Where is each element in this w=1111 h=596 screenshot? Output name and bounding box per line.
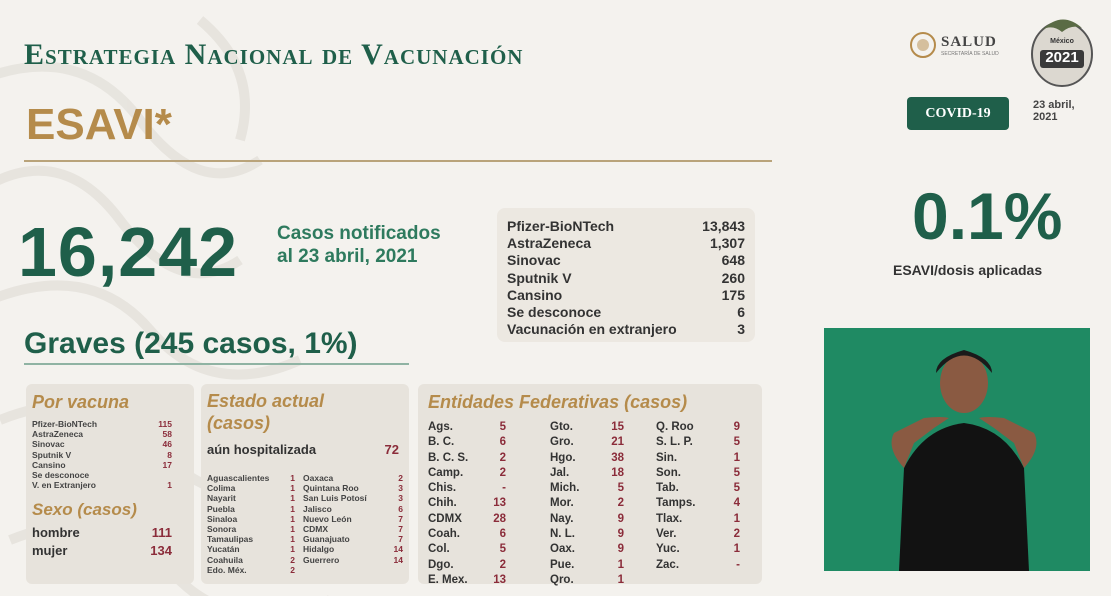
entidad-value: 5	[499, 543, 506, 556]
entidad-value: 28	[493, 512, 506, 525]
entidad-value: -	[736, 558, 740, 571]
entidad-row	[656, 558, 740, 573]
entidad-value: 9	[617, 528, 624, 541]
entidad-value: 38	[611, 451, 624, 464]
por-vacuna-row	[32, 450, 172, 460]
entidad-value: 9	[733, 421, 740, 433]
estado-name: Hidalgo	[303, 544, 335, 555]
estado-name: Puebla	[207, 503, 235, 514]
entidad-name: Ver.	[656, 528, 677, 541]
page-title: Estrategia Nacional de Vacunación	[24, 38, 524, 71]
estado-value: 1	[290, 493, 295, 504]
vaccine-value: 175	[721, 286, 745, 303]
vaccine-value: 648	[721, 252, 745, 269]
entidades-panel	[418, 384, 762, 584]
por-vacuna-row	[32, 439, 172, 449]
estado-value: 14	[393, 554, 403, 565]
por-vacuna-value: 1	[167, 480, 172, 491]
entidad-row	[550, 496, 624, 511]
estado-name: Colima	[207, 483, 236, 494]
entidad-name: Sin.	[656, 451, 678, 464]
entidad-value: 13	[493, 497, 506, 510]
hospitalizada-label: aún hospitalizada	[207, 442, 317, 457]
date-line-2: 2021	[1033, 111, 1058, 123]
entidad-value: -	[502, 482, 506, 495]
por-vacuna-list	[26, 413, 194, 490]
estado-value: 1	[290, 524, 295, 535]
hospitalizada-row	[201, 434, 409, 457]
vaccine-name: Vacunación en extranjero	[507, 321, 677, 338]
entidad-row	[550, 451, 624, 466]
por-vacuna-value: 115	[158, 419, 172, 429]
sexo-list	[26, 520, 194, 560]
estado-name: Tamaulipas	[207, 534, 254, 545]
estado-name: Quintana Roo	[303, 483, 359, 494]
por-vacuna-heading: Por vacuna	[32, 392, 130, 412]
estado-name: Nayarit	[207, 493, 236, 504]
estado-heading-1: Estado actual	[207, 391, 325, 411]
vaccine-row	[497, 252, 755, 269]
entidad-row	[656, 435, 740, 450]
estado-value: 3	[398, 483, 403, 494]
entidad-row	[550, 573, 624, 588]
entidad-value: 21	[611, 436, 624, 449]
por-vacuna-row	[32, 419, 172, 429]
entidad-value: 1	[617, 573, 624, 586]
por-vacuna-name: AstraZeneca	[32, 429, 84, 440]
entidad-value: 2	[499, 451, 506, 464]
date-line-1: 23 abril,	[1033, 99, 1075, 111]
estado-value: 7	[398, 513, 403, 524]
entidad-row	[428, 542, 506, 557]
estado-lists	[201, 457, 409, 575]
estado-name: Guanajuato	[303, 534, 350, 545]
entidad-name: Camp.	[428, 466, 464, 479]
entidad-name: Nay.	[550, 512, 574, 525]
estado-value: 3	[398, 493, 403, 504]
entidad-value: 2	[499, 466, 506, 479]
estado-name: Sonora	[207, 524, 237, 535]
por-vacuna-value: 46	[162, 439, 172, 450]
entidad-name: CDMX	[428, 512, 462, 525]
estado-value: 1	[290, 473, 295, 483]
entidad-value: 5	[733, 482, 740, 495]
sexo-row	[32, 542, 172, 560]
sexo-name: hombre	[32, 525, 80, 541]
entidad-value: 6	[499, 436, 506, 449]
estado-row	[207, 504, 295, 514]
entidad-value: 5	[733, 466, 740, 479]
entidad-name: B. C.	[428, 436, 455, 449]
entidades-col-3	[656, 420, 740, 573]
entidad-row	[550, 542, 624, 557]
entidad-row	[428, 527, 506, 542]
vaccine-row	[497, 235, 755, 252]
vaccine-name: Sinovac	[507, 252, 561, 269]
entidad-row	[550, 527, 624, 542]
entidad-name: Ags.	[428, 421, 453, 433]
covid-badge: COVID-19	[907, 97, 1009, 130]
sexo-name: mujer	[32, 543, 68, 559]
por-vacuna-name: Cansino	[32, 459, 66, 470]
entidad-name: Chih.	[428, 497, 457, 510]
total-cases: 16,242	[18, 213, 239, 291]
por-vacuna-row	[32, 470, 172, 480]
estado-value: 1	[290, 483, 295, 494]
estado-value: 7	[398, 524, 403, 535]
entidad-row	[428, 496, 506, 511]
entidad-row	[550, 512, 624, 527]
estado-row	[303, 514, 403, 524]
vaccine-row	[497, 218, 755, 235]
divider	[24, 160, 772, 162]
entidad-name: Yuc.	[656, 543, 680, 556]
entidad-name: Dgo.	[428, 558, 454, 571]
entidad-row	[656, 542, 740, 557]
vaccine-value: 260	[721, 269, 745, 286]
estado-row	[303, 534, 403, 544]
entidad-row	[428, 558, 506, 573]
hospitalizada-value: 72	[384, 442, 399, 457]
entidad-row	[550, 435, 624, 450]
entidad-row	[428, 481, 506, 496]
entidad-name: Mor.	[550, 497, 574, 510]
entidad-value: 1	[733, 512, 740, 525]
entidad-name: Tamps.	[656, 497, 696, 510]
entidad-name: Zac.	[656, 558, 680, 571]
vaccine-summary-list	[497, 208, 755, 338]
vaccine-value: 13,843	[702, 218, 745, 234]
entidad-row	[550, 420, 624, 435]
entidad-name: Jal.	[550, 466, 570, 479]
graves-title: Graves (245 casos, 1%)	[24, 327, 358, 360]
estado-row	[207, 534, 295, 544]
sexo-value: 111	[151, 525, 172, 541]
estado-value: 1	[290, 513, 295, 524]
estado-row	[207, 544, 295, 554]
entidad-row	[656, 481, 740, 496]
vaccine-row	[497, 321, 755, 338]
entidad-row	[428, 512, 506, 527]
estado-name: Nuevo León	[303, 513, 352, 524]
estado-actual-panel	[201, 384, 409, 584]
entidades-col-2	[550, 420, 624, 588]
vaccine-row	[497, 270, 755, 287]
entidad-row	[656, 451, 740, 466]
entidades-col-1	[428, 420, 506, 588]
vaccine-value: 3	[737, 321, 745, 338]
estado-row	[207, 493, 295, 503]
vaccine-value: 6	[737, 304, 745, 321]
entidad-value: 1	[733, 451, 740, 464]
estado-row	[207, 473, 295, 483]
entidad-name: Tab.	[656, 482, 679, 495]
estado-name: Oaxaca	[303, 473, 334, 483]
estado-name: Yucatán	[207, 544, 240, 555]
total-cases-label-2: al 23 abril, 2021	[277, 246, 418, 267]
entidad-name: S. L. P.	[656, 436, 693, 449]
entidad-name: Son.	[656, 466, 681, 479]
estado-heading-2: (casos)	[207, 413, 271, 433]
estado-row	[207, 524, 295, 534]
entidad-name: B. C. S.	[428, 451, 469, 464]
entidad-name: Col.	[428, 543, 450, 556]
estado-value: 1	[290, 544, 295, 555]
entidad-row	[656, 527, 740, 542]
entidad-row	[428, 573, 506, 588]
entidad-name: Tlax.	[656, 512, 683, 525]
por-vacuna-name: Sinovac	[32, 439, 65, 450]
entidad-value: 6	[499, 528, 506, 541]
total-cases-label-1: Casos notificados	[277, 223, 441, 244]
total-cases-label	[277, 222, 441, 268]
entidad-row	[428, 420, 506, 435]
entidad-name: Q. Roo	[656, 421, 694, 433]
entidad-value: 2	[499, 558, 506, 571]
vaccine-row	[497, 304, 755, 321]
entidad-value: 15	[611, 421, 624, 433]
sexo-heading: Sexo (casos)	[32, 500, 137, 520]
estado-heading	[201, 384, 409, 434]
entidad-row	[656, 466, 740, 481]
sexo-row	[32, 524, 172, 542]
estado-row	[207, 555, 295, 565]
vaccine-name: Pfizer-BioNTech	[507, 218, 615, 234]
entidad-value: 4	[733, 497, 740, 510]
estado-name: San Luis Potosí	[303, 493, 367, 504]
entidad-name: E. Mex.	[428, 573, 468, 586]
entidad-name: Hgo.	[550, 451, 576, 464]
entidad-row	[550, 466, 624, 481]
entidad-row	[428, 466, 506, 481]
estado-name: CDMX	[303, 524, 329, 535]
seal-year: 2021	[1045, 49, 1079, 66]
entidad-row	[656, 420, 740, 435]
salud-logo	[910, 32, 999, 58]
estado-row	[303, 483, 403, 493]
estado-name: Guerrero	[303, 554, 340, 565]
estado-list-right	[303, 473, 403, 575]
graves-divider	[24, 363, 409, 365]
vaccine-summary-box	[497, 208, 755, 342]
entidad-row	[550, 481, 624, 496]
seal-text: México	[1050, 38, 1074, 45]
estado-row	[207, 565, 295, 575]
entidad-value: 9	[617, 543, 624, 556]
entidad-name: Pue.	[550, 558, 575, 571]
estado-list-left	[207, 473, 295, 575]
entidad-value: 5	[733, 436, 740, 449]
entidad-value: 2	[733, 528, 740, 541]
estado-row	[303, 493, 403, 503]
estado-row	[303, 524, 403, 534]
entidades-heading: Entidades Federativas (casos)	[428, 392, 688, 412]
esavi-percent: 0.1%	[912, 179, 1063, 253]
por-vacuna-row	[32, 460, 172, 470]
section-title: ESAVI*	[26, 100, 172, 149]
estado-row	[303, 504, 403, 514]
estado-value: 7	[398, 534, 403, 545]
vaccine-name: Se desconoce	[507, 304, 602, 321]
estado-name: Aguascalientes	[207, 473, 270, 483]
date-label	[1033, 99, 1075, 123]
estado-name: Edo. Méx.	[207, 564, 247, 575]
por-vacuna-row	[32, 429, 172, 439]
interpreter-figure-icon	[824, 328, 1090, 571]
entidad-value: 2	[617, 497, 624, 510]
estado-value: 6	[398, 503, 403, 514]
entidad-value: 5	[499, 421, 506, 433]
entidad-name: Chis.	[428, 482, 457, 495]
esavi-percent-label: ESAVI/dosis aplicadas	[893, 262, 1043, 278]
entidad-name: Gto.	[550, 421, 573, 433]
por-vacuna-name: Pfizer-BioNTech	[32, 419, 98, 429]
por-vacuna-value: 17	[162, 459, 172, 470]
entidad-value: 1	[617, 558, 624, 571]
estado-row	[303, 555, 403, 565]
entidad-value: 5	[617, 482, 624, 495]
sexo-value: 134	[150, 543, 172, 559]
estado-value: 2	[398, 473, 403, 483]
por-vacuna-value: 8	[167, 449, 172, 460]
por-vacuna-panel	[26, 384, 194, 584]
estado-value: 2	[290, 564, 295, 575]
estado-value: 2	[290, 554, 295, 565]
sign-language-interpreter-video	[824, 328, 1090, 571]
por-vacuna-name: Sputnik V	[32, 449, 72, 460]
entidad-value: 1	[733, 543, 740, 556]
entidad-value: 18	[611, 466, 624, 479]
entidad-row	[550, 558, 624, 573]
salud-logo-subtext: SECRETARÍA DE SALUD	[941, 50, 999, 57]
estado-name: Coahuila	[207, 554, 243, 565]
entidad-name: Gro.	[550, 436, 574, 449]
estado-value: 1	[290, 503, 295, 514]
entidad-row	[656, 512, 740, 527]
por-vacuna-row	[32, 480, 172, 490]
vaccine-row	[497, 287, 755, 304]
entidad-name: Oax.	[550, 543, 575, 556]
entidad-name: Mich.	[550, 482, 580, 495]
estado-value: 1	[290, 534, 295, 545]
por-vacuna-value: 58	[162, 429, 172, 440]
mexico-2021-seal	[1028, 10, 1096, 88]
por-vacuna-name: V. en Extranjero	[32, 480, 96, 491]
vaccine-name: Cansino	[507, 286, 563, 303]
estado-value: 14	[393, 544, 403, 555]
estado-row	[303, 473, 403, 483]
por-vacuna-name: Se desconoce	[32, 470, 90, 481]
entidad-row	[428, 435, 506, 450]
entidad-value: 13	[493, 573, 506, 586]
entidad-name: Qro.	[550, 573, 574, 586]
estado-row	[303, 544, 403, 554]
salud-logo-text: SALUD	[941, 33, 997, 50]
estado-name: Sinaloa	[207, 513, 238, 524]
vaccine-name: AstraZeneca	[507, 235, 592, 252]
vaccine-name: Sputnik V	[507, 269, 572, 286]
entidad-row	[428, 451, 506, 466]
estado-name: Jalisco	[303, 503, 332, 514]
estado-row	[207, 514, 295, 524]
estado-row	[207, 483, 295, 493]
entidad-value: 9	[617, 512, 624, 525]
salud-emblem-icon	[910, 32, 936, 58]
vaccine-value: 1,307	[709, 235, 745, 252]
entidad-row	[656, 496, 740, 511]
entidad-name: N. L.	[550, 528, 575, 541]
entidad-name: Coah.	[428, 528, 460, 541]
